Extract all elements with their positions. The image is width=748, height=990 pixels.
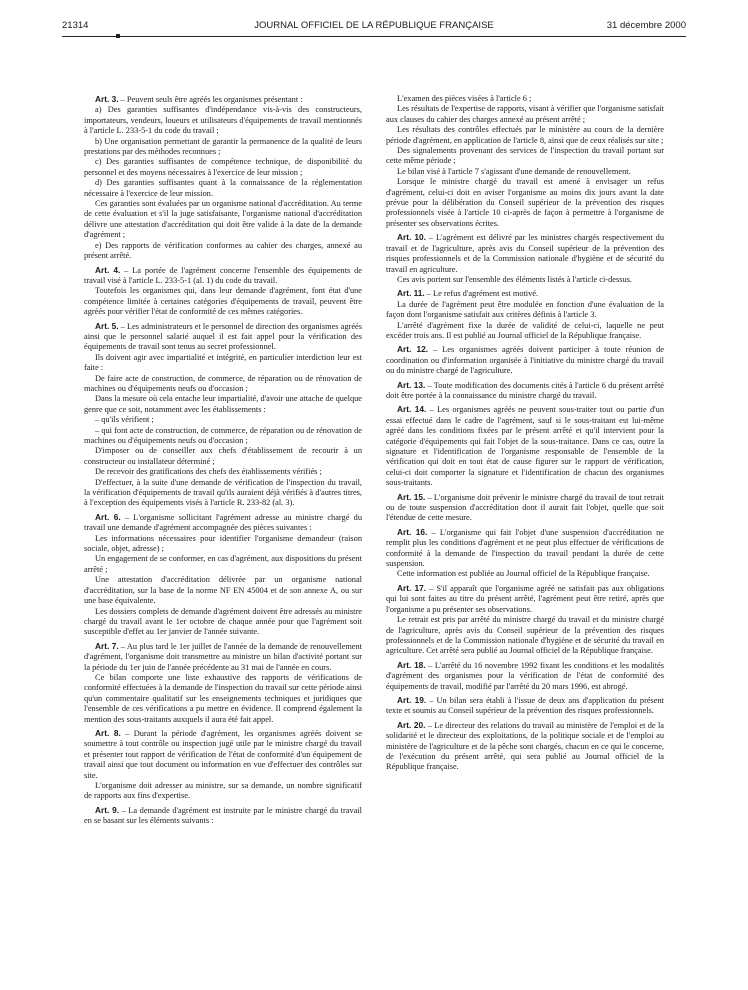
paragraph-text: – Toute modification des documents cités à l'article 6 du présent arrêté doit être portée à la connaissance du ministre chargé du travail. [386, 380, 664, 400]
paragraph-text: – L'arrêté du 16 novembre 1992 fixant les conditions et les modalités d'agrément des organismes pour la vérification de l'état de conformité des équipements de travail, modifié par l'arrêté du 20 mars 1996, est abrogé. [386, 660, 664, 691]
article-label: Art. 14. [397, 404, 427, 415]
paragraph-text: – Les organismes agréés ne peuvent sous-traiter tout ou partie d'un essai effectué dans le cadre de l'agrément, sauf si le sous-traitant est lui-même agréé dans les conditions fixées par le présent arrêté et qu'il intervient pour la catégorie d'équipements qui fait l'objet de la sous-traitance. Dans ce cas, outre la signature et l'identification de l'organisme responsable de l'ensemble de la vérification qui doit en tout état de cause figurer sur le rapport de vérification, celui-ci doit comporter la signature et l'identification de chacun des organismes sous-traitants. [386, 405, 664, 488]
body-paragraph [386, 125, 664, 146]
article-paragraph [386, 232, 664, 275]
paragraph-text: – L'organisme qui fait l'objet d'une suspension d'accréditation ne remplit plus les conditions d'agrément et ne peut plus effectuer de vérifications de conformité à la demande de l'inspection du travail pendant la durée de cette suspension. [386, 527, 664, 569]
article-label: Art. 15. [397, 491, 426, 502]
paragraph-text: Lorsque le ministre chargé du travail est amené à envisager un refus d'agrément, celui-ci doit en aviser l'organisme au moins dix jours avant la date prévue pour la délibération du Conseil supérieur de la prévention des risques professionnels visée à l'article 10 ci-après de façon à permettre à l'organisme de présenter ses observations écrites. [386, 177, 664, 228]
body-paragraph [84, 673, 362, 725]
paragraph-text: Des signalements provenant des services de l'inspection du travail portant sur cette même période ; [386, 146, 664, 166]
article-label: Art. 12. [397, 344, 429, 355]
paragraph-text: d) Des garanties suffisantes quant à la connaissance de la réglementation nécessaire à l'exercice de leur mission. [84, 178, 362, 198]
article-paragraph [84, 805, 362, 827]
paragraph-text: Les résultats de l'expertise de rapports, visant à vérifier que l'organisme satisfait aux clauses du cahier des charges annexé au présent arrêté ; [386, 104, 664, 124]
paragraph-text: Ces garanties sont évaluées par un organisme national d'accréditation. Au terme de cette évaluation et s'il la juge satisfaisante, l'organisme national d'accréditation délivre une attestation d'accréditation qui doit être valide à la date de la demande d'agrément ; [84, 199, 362, 240]
journal-title: JOURNAL OFFICIEL DE LA RÉPUBLIQUE FRANÇAISE [254, 20, 494, 31]
paragraph-text: – Un bilan sera établi à l'issue de deux ans d'application du présent texte et soumis au Conseil supérieur de la prévention des risques professionnels. [386, 695, 664, 716]
paragraph-text: Le bilan visé à l'article 7 s'agissant d'une demande de renouvellement. [397, 166, 631, 176]
paragraph-text: Une attestation d'accréditation délivrée par un organisme national d'accréditation, sur la base de la norme NF EN 45004 et de son annexe A, ou sur une base équivalente. [84, 575, 362, 606]
body-paragraph [386, 569, 664, 579]
article-label: Art. 16. [397, 526, 428, 537]
article-paragraph [386, 404, 664, 488]
paragraph-text: Cette information est publiée au Journal officiel de la République française. [397, 569, 650, 579]
paragraph-text: Dans la mesure où cela entache leur impartialité, d'avoir une attache de quelque genre que ce soit, notamment avec les établissements : [84, 394, 362, 414]
paragraph-text: – Les organismes agréés doivent participer à toute réunion de coordination ou d'information organisée à l'initiative du ministre chargé du travail ou du ministre chargé de l'agriculture. [386, 345, 664, 376]
article-label: Art. 18. [397, 659, 426, 670]
article-label: Art. 5. [95, 320, 119, 331]
body-paragraph [84, 607, 362, 638]
article-paragraph [386, 492, 664, 524]
article-label: Art. 20. [397, 719, 426, 730]
article-paragraph [386, 720, 664, 773]
body-paragraph [386, 275, 664, 285]
paragraph-text: – Le refus d'agrément est motivé. [424, 289, 539, 299]
paragraph-text: L'arrêté d'agrément fixe la durée de validité de celui-ci, laquelle ne peut excéder trois ans. Il est publié au Journal officiel de la République française. [386, 320, 664, 340]
body-paragraph [84, 554, 362, 575]
article-label: Art. 17. [397, 582, 427, 593]
paragraph-text: De recevoir des gratifications des chefs des établissements vérifiés ; [95, 467, 322, 477]
article-paragraph [84, 321, 362, 353]
header-rule-mark [116, 34, 120, 38]
article-label: Art. 3. [95, 94, 119, 104]
paragraph-text: – La demande d'agrément est instruite par le ministre chargé du travail en se basant sur les éléments suivants : [84, 805, 362, 826]
body-paragraph [84, 105, 362, 136]
body-paragraph [84, 446, 362, 467]
paragraph-text: – Au plus tard le 1er juillet de l'année de la demande de renouvellement d'agrément, l'organisme doit transmettre au ministre un bilan d'activité portant sur la période du 1er juin de l'année précédente au 31 mai de l'année en cours. [84, 641, 362, 672]
article-paragraph [84, 641, 362, 673]
paragraph-text: Toutefois les organismes qui, dans leur demande d'agrément, font état d'une compétence limitée à certaines catégories d'équipements de travail, peuvent être agréés pour vérifier l'état de conformité de ces mêmes catégories. [84, 286, 362, 317]
paragraph-text: – La portée de l'agrément concerne l'ensemble des équipements de travail visé à l'article L. 233-5-1 (al. 1) du code du travail. [84, 265, 362, 285]
body-paragraph [84, 467, 362, 477]
article-label: Art. 13. [397, 379, 426, 390]
body-paragraph [84, 286, 362, 317]
body-paragraph [84, 394, 362, 415]
header-rule [62, 36, 686, 37]
article-label: Art. 9. [95, 804, 119, 815]
paragraph-text: – qu'ils vérifient ; [95, 415, 154, 425]
article-paragraph [386, 344, 664, 376]
body-paragraph [386, 167, 664, 177]
paragraph-text: – Durant la période d'agrément, les organismes agréés doivent se soumettre à tout contrôle ou inspection jugé utile par le ministre chargé du travail et présenter tout rapport de vérification de l'état de conformité d'un équipement de travail ainsi que tout document ou information en vue d'effectuer des contrôles sur site. [84, 728, 362, 780]
paragraph-text: Le retrait est pris par arrêté du ministre chargé du travail et du ministre chargé de l'agriculture, après avis du Conseil supérieur de la prévention des risques professionnels et de la Commission nationale d'hygiène et de sécurité du travail en agriculture. Cet arrêté sera publié au Journal officiel de la République française. [386, 615, 664, 656]
body-paragraph [84, 157, 362, 178]
paragraph-text: c) Des garanties suffisantes de compétence technique, de disponibilité du personnel et des moyens nécessaires à l'exercice de leur mission ; [84, 157, 362, 177]
paragraph-text: Les dossiers complets de demande d'agrément doivent être adressés au ministre chargé du travail avant le 1er octobre de chaque année pour que l'agrément soit susceptible d'effet au 1er janvier de l'année suivante. [84, 606, 362, 637]
article-paragraph [386, 288, 664, 299]
body-paragraph [84, 178, 362, 199]
paragraph-text: – L'organisme doit prévenir le ministre chargé du travail de tout retrait ou de toute suspension d'accréditation dont il aurait fait l'objet, quelle que soit l'étendue de cette mesure. [386, 492, 664, 523]
body-paragraph [386, 177, 664, 229]
body-paragraph [84, 534, 362, 555]
article-paragraph [84, 728, 362, 781]
body-paragraph [84, 415, 362, 425]
page-header [62, 20, 686, 36]
article-label: Art. 11. [397, 288, 425, 299]
page-number: 21314 [62, 20, 89, 31]
right-column [386, 94, 664, 976]
paragraph-text: Ils doivent agir avec impartialité et intégrité, en particulier interdiction leur est faite : [84, 352, 362, 373]
body-paragraph [84, 374, 362, 395]
paragraph-text: D'effectuer, à la suite d'une demande de vérification de l'inspection du travail, la vérification d'équipements de travail qu'ils auraient déjà vérifiés à d'autres titres, à l'exception des équipements visés à l'article R. 233-82 (al. 3). [84, 477, 362, 508]
paragraph-text: – Le directeur des relations du travail au ministère de l'emploi et de la solidarité et le directeur des exploitations, de la politique sociale et de l'emploi au ministère de l'agriculture et de la pêche sont chargés, chacun en ce qui le concerne, de l'exécution du présent arrêté, qui sera publié au Journal officiel de la République française. [386, 720, 664, 772]
left-column [84, 94, 362, 976]
body-paragraph [386, 300, 664, 321]
paragraph-text: Un engagement de se conformer, en cas d'agrément, aux dispositions du présent arrêté ; [84, 554, 362, 574]
body-paragraph [386, 615, 664, 657]
body-paragraph [84, 478, 362, 509]
article-paragraph [386, 583, 664, 615]
paragraph-text: – S'il apparaît que l'organisme agréé ne satisfait pas aux obligations qui lui sont faites au titre du présent arrêté, l'agrément peut être retiré, après que l'organisme a pu présenter ses observations. [386, 583, 664, 614]
paragraph-text: e) Des rapports de vérification conformes au cahier des charges, annexé au présent arrêté. [84, 240, 362, 261]
paragraph-text: L'examen des pièces visées à l'article 6 ; [397, 94, 532, 103]
article-paragraph [386, 527, 664, 570]
paragraph-text: – L'organisme sollicitant l'agrément adresse au ministre chargé du travail une demande d'agrément accompagnée des pièces suivantes : [84, 512, 362, 533]
paragraph-text: Les informations nécessaires pour identifier l'organisme demandeur (raison sociale, objet, adresse) ; [84, 533, 362, 554]
paragraph-text: Les résultats des contrôles effectués par le ministère au cours de la dernière période d'agrément, en application de l'article 8, ainsi que de ceux réalisés sur site ; [386, 125, 664, 145]
article-paragraph [386, 695, 664, 717]
article-label: Art. 7. [95, 640, 119, 651]
body-paragraph [84, 199, 362, 241]
paragraph-text: b) Une organisation permettant de garantir la permanence de la qualité de leurs prestations par des méthodes reconnues ; [84, 136, 362, 157]
paragraph-text: Ces avis portent sur l'ensemble des éléments listés à l'article ci-dessus. [397, 274, 632, 284]
body-paragraph [386, 146, 664, 167]
paragraph-text: a) Des garanties suffisantes d'indépendance vis-à-vis des constructeurs, importateurs, vendeurs, loueurs et utilisateurs d'équipements de travail mentionnés à l'article L. 233-5-1 du code du travail ; [84, 105, 362, 136]
issue-date: 31 décembre 2000 [606, 20, 686, 31]
article-label: Art. 4. [95, 264, 121, 275]
body-paragraph [386, 321, 664, 342]
body-paragraph [84, 781, 362, 802]
paragraph-text: Ce bilan comporte une liste exhaustive des rapports de vérifications de conformité effectuées à la demande de l'inspection du travail sur cette période ainsi qu'un commentaire qualitatif sur les enseignements techniques et juridiques que l'ensemble de ces vérifications a pu mettre en évidence. Il comprend également la mention des sous-traitants auxquels il aura été fait appel. [84, 672, 362, 724]
body-paragraph [84, 575, 362, 606]
paragraph-text: – L'agrément est délivré par les ministres chargés respectivement du travail et de l'agriculture, après avis du Conseil supérieur de la prévention des risques professionnels et de la Commission nationale d'hygiène et de sécurité du travail en agriculture. [386, 233, 664, 274]
article-paragraph [84, 265, 362, 287]
article-label: Art. 10. [397, 232, 426, 243]
paragraph-text: L'organisme doit adresser au ministre, sur sa demande, un nombre significatif de rapports aux fins d'expertise. [84, 781, 362, 801]
paragraph-text: La durée de l'agrément peut être modulée en fonction d'une évaluation de la façon dont l'organisme satisfait aux critères définis à l'article 3. [386, 299, 664, 320]
article-paragraph [84, 512, 362, 534]
body-paragraph [386, 94, 664, 104]
body-paragraph [386, 104, 664, 125]
article-paragraph [386, 660, 664, 692]
paragraph-text: – Les administrateurs et le personnel de direction des organismes agréés ainsi que le personnel salarié auquel il est fait appel pour la vérification des équipements de travail sont tenus au secret professionnel. [84, 321, 362, 352]
article-label: Art. 6. [95, 511, 121, 522]
body-paragraph [84, 137, 362, 158]
body-paragraph [84, 353, 362, 374]
paragraph-text: – Peuvent seuls être agréés les organismes présentant : [118, 95, 303, 104]
paragraph-text: – qui font acte de construction, de commerce, de réparation ou de rénovation de machines ou d'équipements neufs ou d'occasion ; [84, 425, 362, 445]
article-paragraph [84, 94, 362, 105]
article-paragraph [386, 380, 664, 402]
article-label: Art. 8. [95, 727, 121, 738]
paragraph-text: De faire acte de construction, de commerce, de réparation ou de rénovation de machines ou d'équipements neufs ou d'occasion ; [84, 373, 362, 393]
article-label: Art. 19. [397, 694, 427, 705]
body-paragraph [84, 241, 362, 262]
body-paragraph [84, 426, 362, 447]
paragraph-text: D'imposer ou de conseiller aux chefs d'établissement de recourir à un constructeur ou installateur déterminé ; [84, 446, 362, 466]
